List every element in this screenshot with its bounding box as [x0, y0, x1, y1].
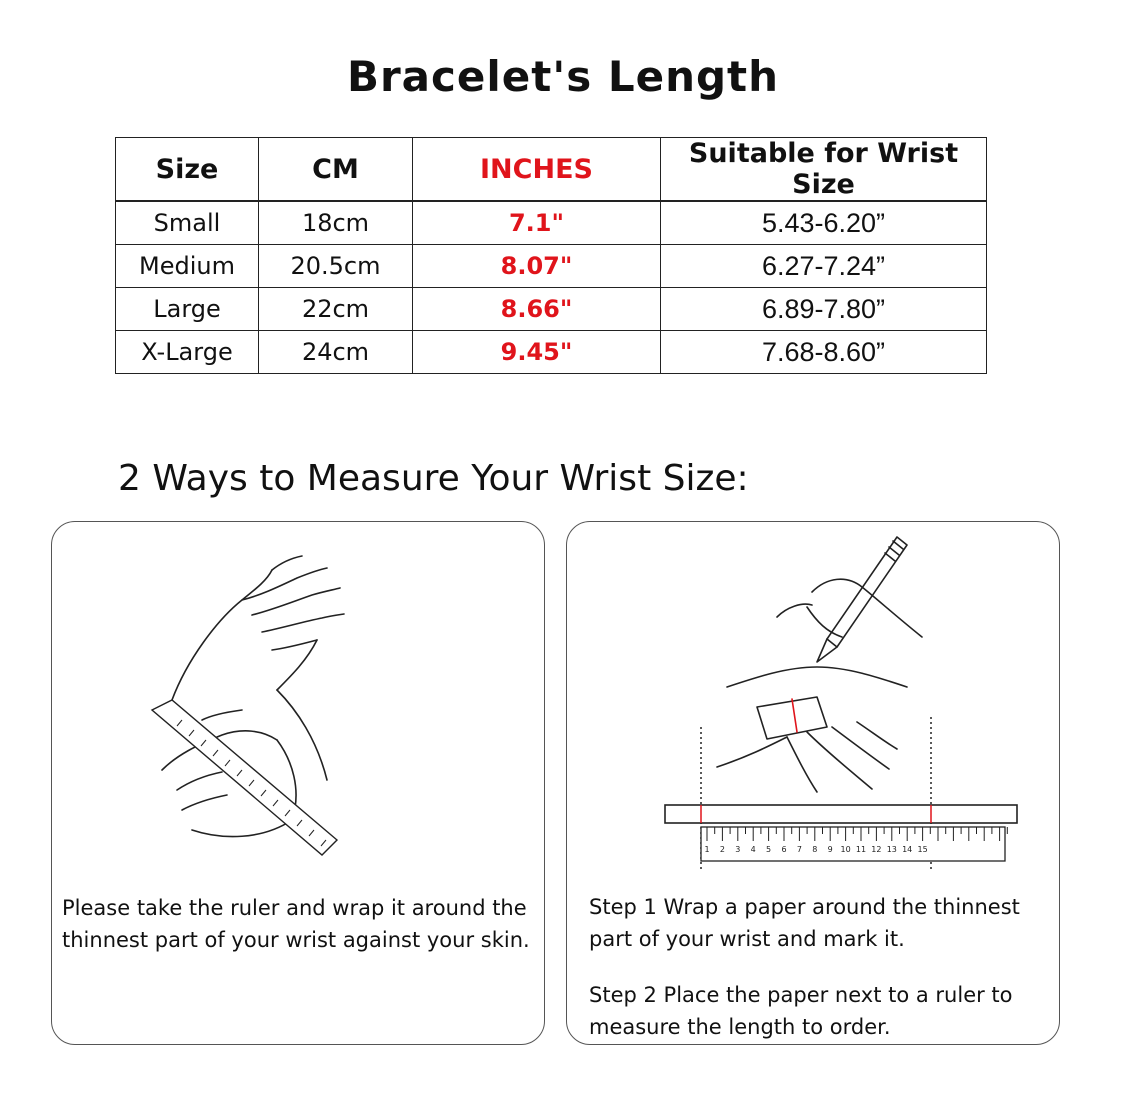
ruler-number: 5	[766, 845, 772, 854]
cell-size: Small	[116, 201, 259, 245]
cell-inches: 7.1"	[413, 201, 661, 245]
cell-wrist: 6.89-7.80”	[661, 288, 987, 331]
cell-wrist: 6.27-7.24”	[661, 245, 987, 288]
cell-size: Medium	[116, 245, 259, 288]
cell-inches: 8.07"	[413, 245, 661, 288]
method2-step2: Step 2 Place the paper next to a ruler to measure the length to order.	[589, 983, 1013, 1039]
ruler-number: 2	[719, 845, 725, 854]
cell-size: X-Large	[116, 331, 259, 374]
header-size: Size	[116, 138, 259, 202]
cell-cm: 22cm	[259, 288, 413, 331]
measure-heading: 2 Ways to Measure Your Wrist Size:	[118, 458, 749, 499]
method1-text: Please take the ruler and wrap it around the thinnest part of your wrist against your skin.	[62, 896, 530, 952]
ruler-number: 13	[886, 845, 897, 854]
ruler-number: 6	[781, 845, 787, 854]
cell-cm: 20.5cm	[259, 245, 413, 288]
ruler-number: 11	[855, 845, 867, 854]
cell-cm: 18cm	[259, 201, 413, 245]
table-row	[116, 245, 987, 288]
table-row	[116, 201, 987, 245]
cell-size: Large	[116, 288, 259, 331]
ruler-number: 7	[796, 845, 802, 854]
table-row	[116, 331, 987, 374]
paper-strip	[665, 805, 1017, 823]
page-title: Bracelet's Length	[346, 52, 780, 101]
wrist-paper-illustration	[657, 527, 1027, 877]
ruler-number: 15	[917, 845, 928, 854]
method-card-paper	[566, 521, 1060, 1045]
header-wrist-size: Suitable for Wrist Size	[661, 138, 987, 202]
ruler-number: 8	[812, 845, 818, 854]
cell-wrist: 7.68-8.60”	[661, 331, 987, 374]
ruler-number: 9	[827, 845, 833, 854]
ruler-number: 1	[704, 845, 710, 854]
ruler-number: 12	[871, 845, 882, 854]
ruler	[701, 827, 1007, 861]
header-cm: CM	[259, 138, 413, 202]
cell-inches: 8.66"	[413, 288, 661, 331]
ruler-number: 14	[902, 845, 913, 854]
table-row	[116, 288, 987, 331]
method2-step1: Step 1 Wrap a paper around the thinnest part of your wrist and mark it.	[589, 895, 1020, 951]
method-card-tape	[51, 521, 545, 1045]
table-header-row	[116, 138, 987, 202]
cell-cm: 24cm	[259, 331, 413, 374]
cell-inches: 9.45"	[413, 331, 661, 374]
ruler-number: 4	[750, 845, 756, 854]
cell-wrist: 5.43-6.20”	[661, 201, 987, 245]
ruler-number: 10	[840, 845, 851, 854]
wrist-tape-illustration	[132, 540, 392, 860]
header-inches: INCHES	[413, 138, 661, 202]
size-chart-table	[115, 137, 987, 374]
tape-measure	[152, 700, 337, 855]
ruler-number: 3	[735, 845, 741, 854]
